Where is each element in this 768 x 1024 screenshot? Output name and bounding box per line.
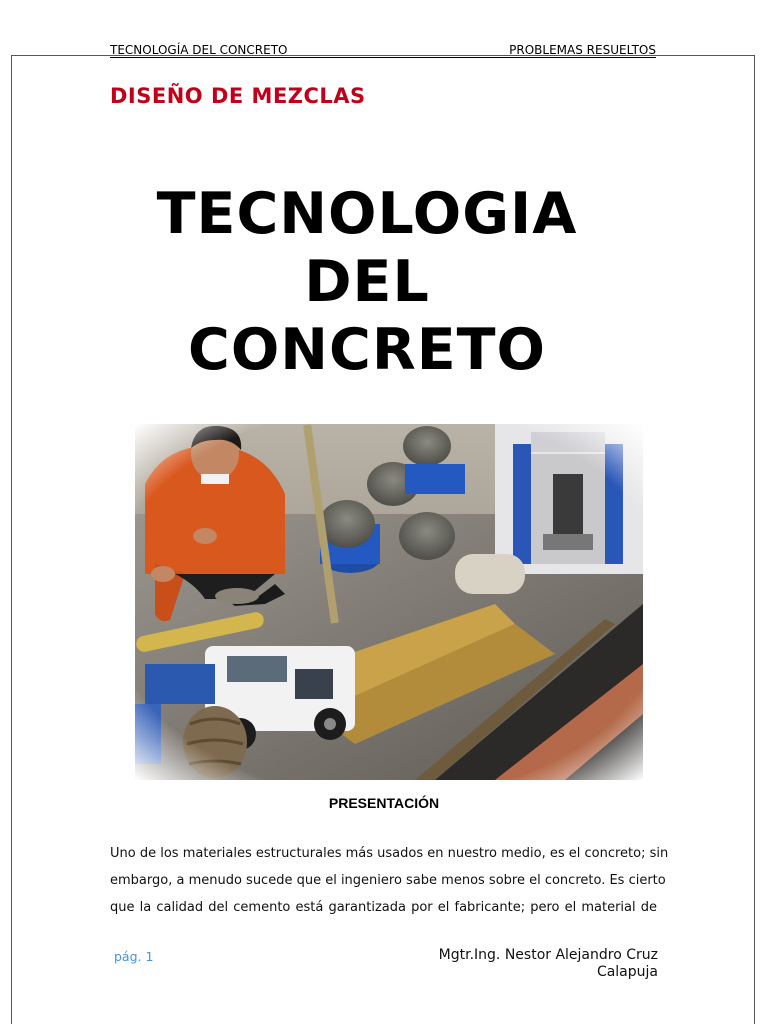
- presentation-heading: PRESENTACIÓN: [328, 795, 440, 811]
- main-title-line-3: CONCRETO: [188, 317, 546, 383]
- body-line-3: que la calidad del cemento está garantizada por el fabricante; pero el material de: [110, 900, 657, 915]
- author-line-1: Mgtr.Ing. Nestor Alejandro Cruz: [438, 947, 658, 963]
- page-number: pág. 1: [114, 949, 154, 964]
- main-title-line-1: TECNOLOGIA: [156, 181, 578, 247]
- body-line-1: Uno de los materiales estructurales más usados en nuestro medio, es el concreto; sin: [110, 846, 669, 861]
- header-left-text: TECNOLOGÍA DEL CONCRETO: [110, 43, 288, 57]
- author-credit: [358, 947, 658, 981]
- cover-photo-collage: [135, 424, 643, 780]
- section-title: DISEÑO DE MEZCLAS: [110, 84, 366, 108]
- header-right-text: PROBLEMAS RESUELTOS: [509, 43, 656, 57]
- body-paragraph: [110, 840, 669, 921]
- author-line-2: Calapuja: [596, 964, 658, 980]
- main-title: [0, 180, 734, 384]
- main-title-line-2: DEL: [304, 249, 430, 315]
- body-line-2: embargo, a menudo sucede que el ingeniero sabe menos sobre el concreto. Es cierto: [110, 873, 666, 888]
